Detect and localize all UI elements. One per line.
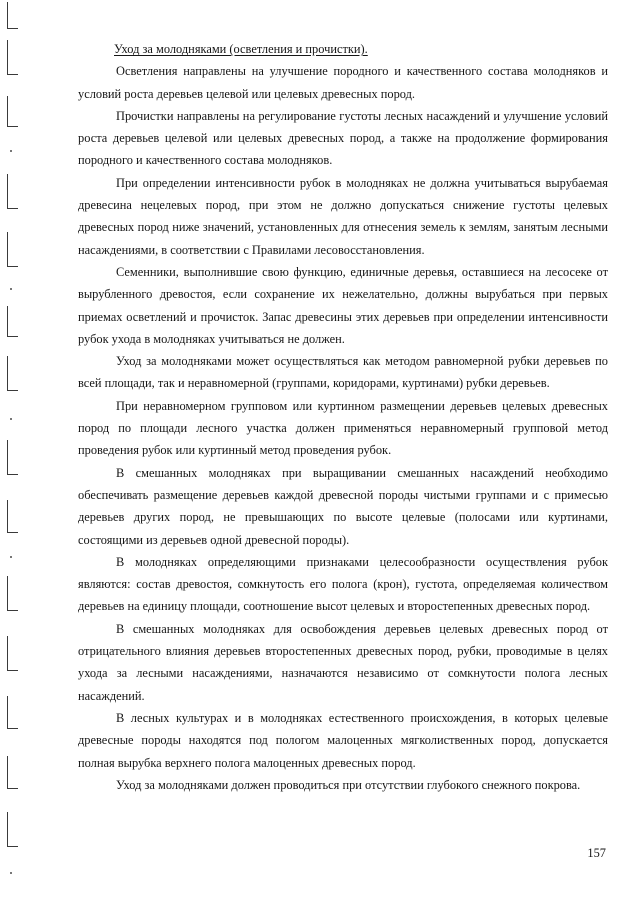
page-number: 157	[587, 846, 606, 860]
binding-bracket	[7, 812, 18, 847]
paragraph: Осветления направлены на улучшение породного и качественного состава молодняков и условий роста деревьев целевой или целевых древесных пород.	[78, 64, 608, 101]
paragraph: При неравномерном групповом или куртинном размещении деревьев целевых древесных пород по площади лесного участка должен применяться неравномерный групповой метод проведения рубок или куртинный метод проведения рубок.	[78, 398, 608, 458]
binding-bracket	[7, 440, 18, 475]
document-body	[78, 38, 608, 796]
section-heading: Уход за молодняками (осветления и прочистки).	[114, 42, 368, 56]
binding-bracket	[7, 232, 18, 267]
binding-bracket	[7, 576, 18, 611]
paragraph: В смешанных молодняках для освобождения деревьев целевых древесных пород от отрицательного влияния деревьев второстепенных древесных пород, рубки, проводимые в целях ухода за лесными насаждениями, назначаются независимо от сомкнутости полога лесных насаждений.	[78, 621, 608, 703]
binding-bracket	[7, 500, 18, 533]
binding-dot	[10, 556, 12, 558]
binding-bracket	[7, 96, 18, 127]
binding-bracket	[7, 2, 18, 29]
binding-bracket	[7, 40, 18, 75]
binding-bracket	[7, 306, 18, 337]
binding-dot	[10, 150, 12, 152]
paragraph: Семенники, выполнившие свою функцию, единичные деревья, оставшиеся на лесосеке от вырубленного древостоя, если сохранение их нежелательно, должны вырубаться при первых приемах осветлений и прочисток. Запас древесины этих деревьев при определении интенсивности рубок ухода в молодняках учитываться не должен.	[78, 264, 608, 346]
paragraph: В молодняках определяющими признаками целесообразности осуществления рубок являются: состав древостоя, сомкнутость его полога (крон), густота, определяемая количеством деревьев на единицу площади, соотношение высот целевых и второстепенных древесных пород.	[78, 554, 608, 614]
binding-bracket	[7, 756, 18, 789]
paragraph: Прочистки направлены на регулирование густоты лесных насаждений и улучшение условий роста деревьев целевой или целевых древесных пород, а также на продолжение формирования породного и качественного состава молодняков.	[78, 108, 608, 168]
binding-bracket	[7, 636, 18, 671]
paragraph: Уход за молодняками должен проводиться при отсутствии глубокого снежного покрова.	[116, 777, 581, 792]
paragraph: В смешанных молодняках при выращивании смешанных насаждений необходимо обеспечивать размещение деревьев каждой древесной породы чистыми группами и с примесью деревьев других пород, не превышающих по высоте целевые (полосами или куртинами, состоящими из деревьев одной древесной породы).	[78, 465, 608, 547]
binding-marks	[0, 0, 36, 905]
binding-dot	[10, 288, 12, 290]
binding-bracket	[7, 356, 18, 391]
binding-dot	[10, 418, 12, 420]
binding-dot	[10, 872, 12, 874]
binding-bracket	[7, 174, 18, 209]
paragraph: В лесных культурах и в молодняках естественного происхождения, в которых целевые древесные породы находятся под пологом малоценных мягколиственных пород, допускается полная вырубка верхнего полога малоценных древесных пород.	[78, 710, 608, 770]
binding-bracket	[7, 696, 18, 729]
paragraph: При определении интенсивности рубок в молодняках не должна учитываться вырубаемая древесина нецелевых пород, при этом не должно допускаться снижение густоты целевых древесных пород ниже значений, установленных для отнесения земель к землям, занятым лесными насаждениями, в соответствии с Правилами лесовосстановления.	[78, 175, 608, 257]
paragraph: Уход за молодняками может осуществляться как методом равномерной рубки деревьев по всей площади, так и неравномерной (группами, коридорами, куртинами) рубки деревьев.	[78, 354, 608, 391]
